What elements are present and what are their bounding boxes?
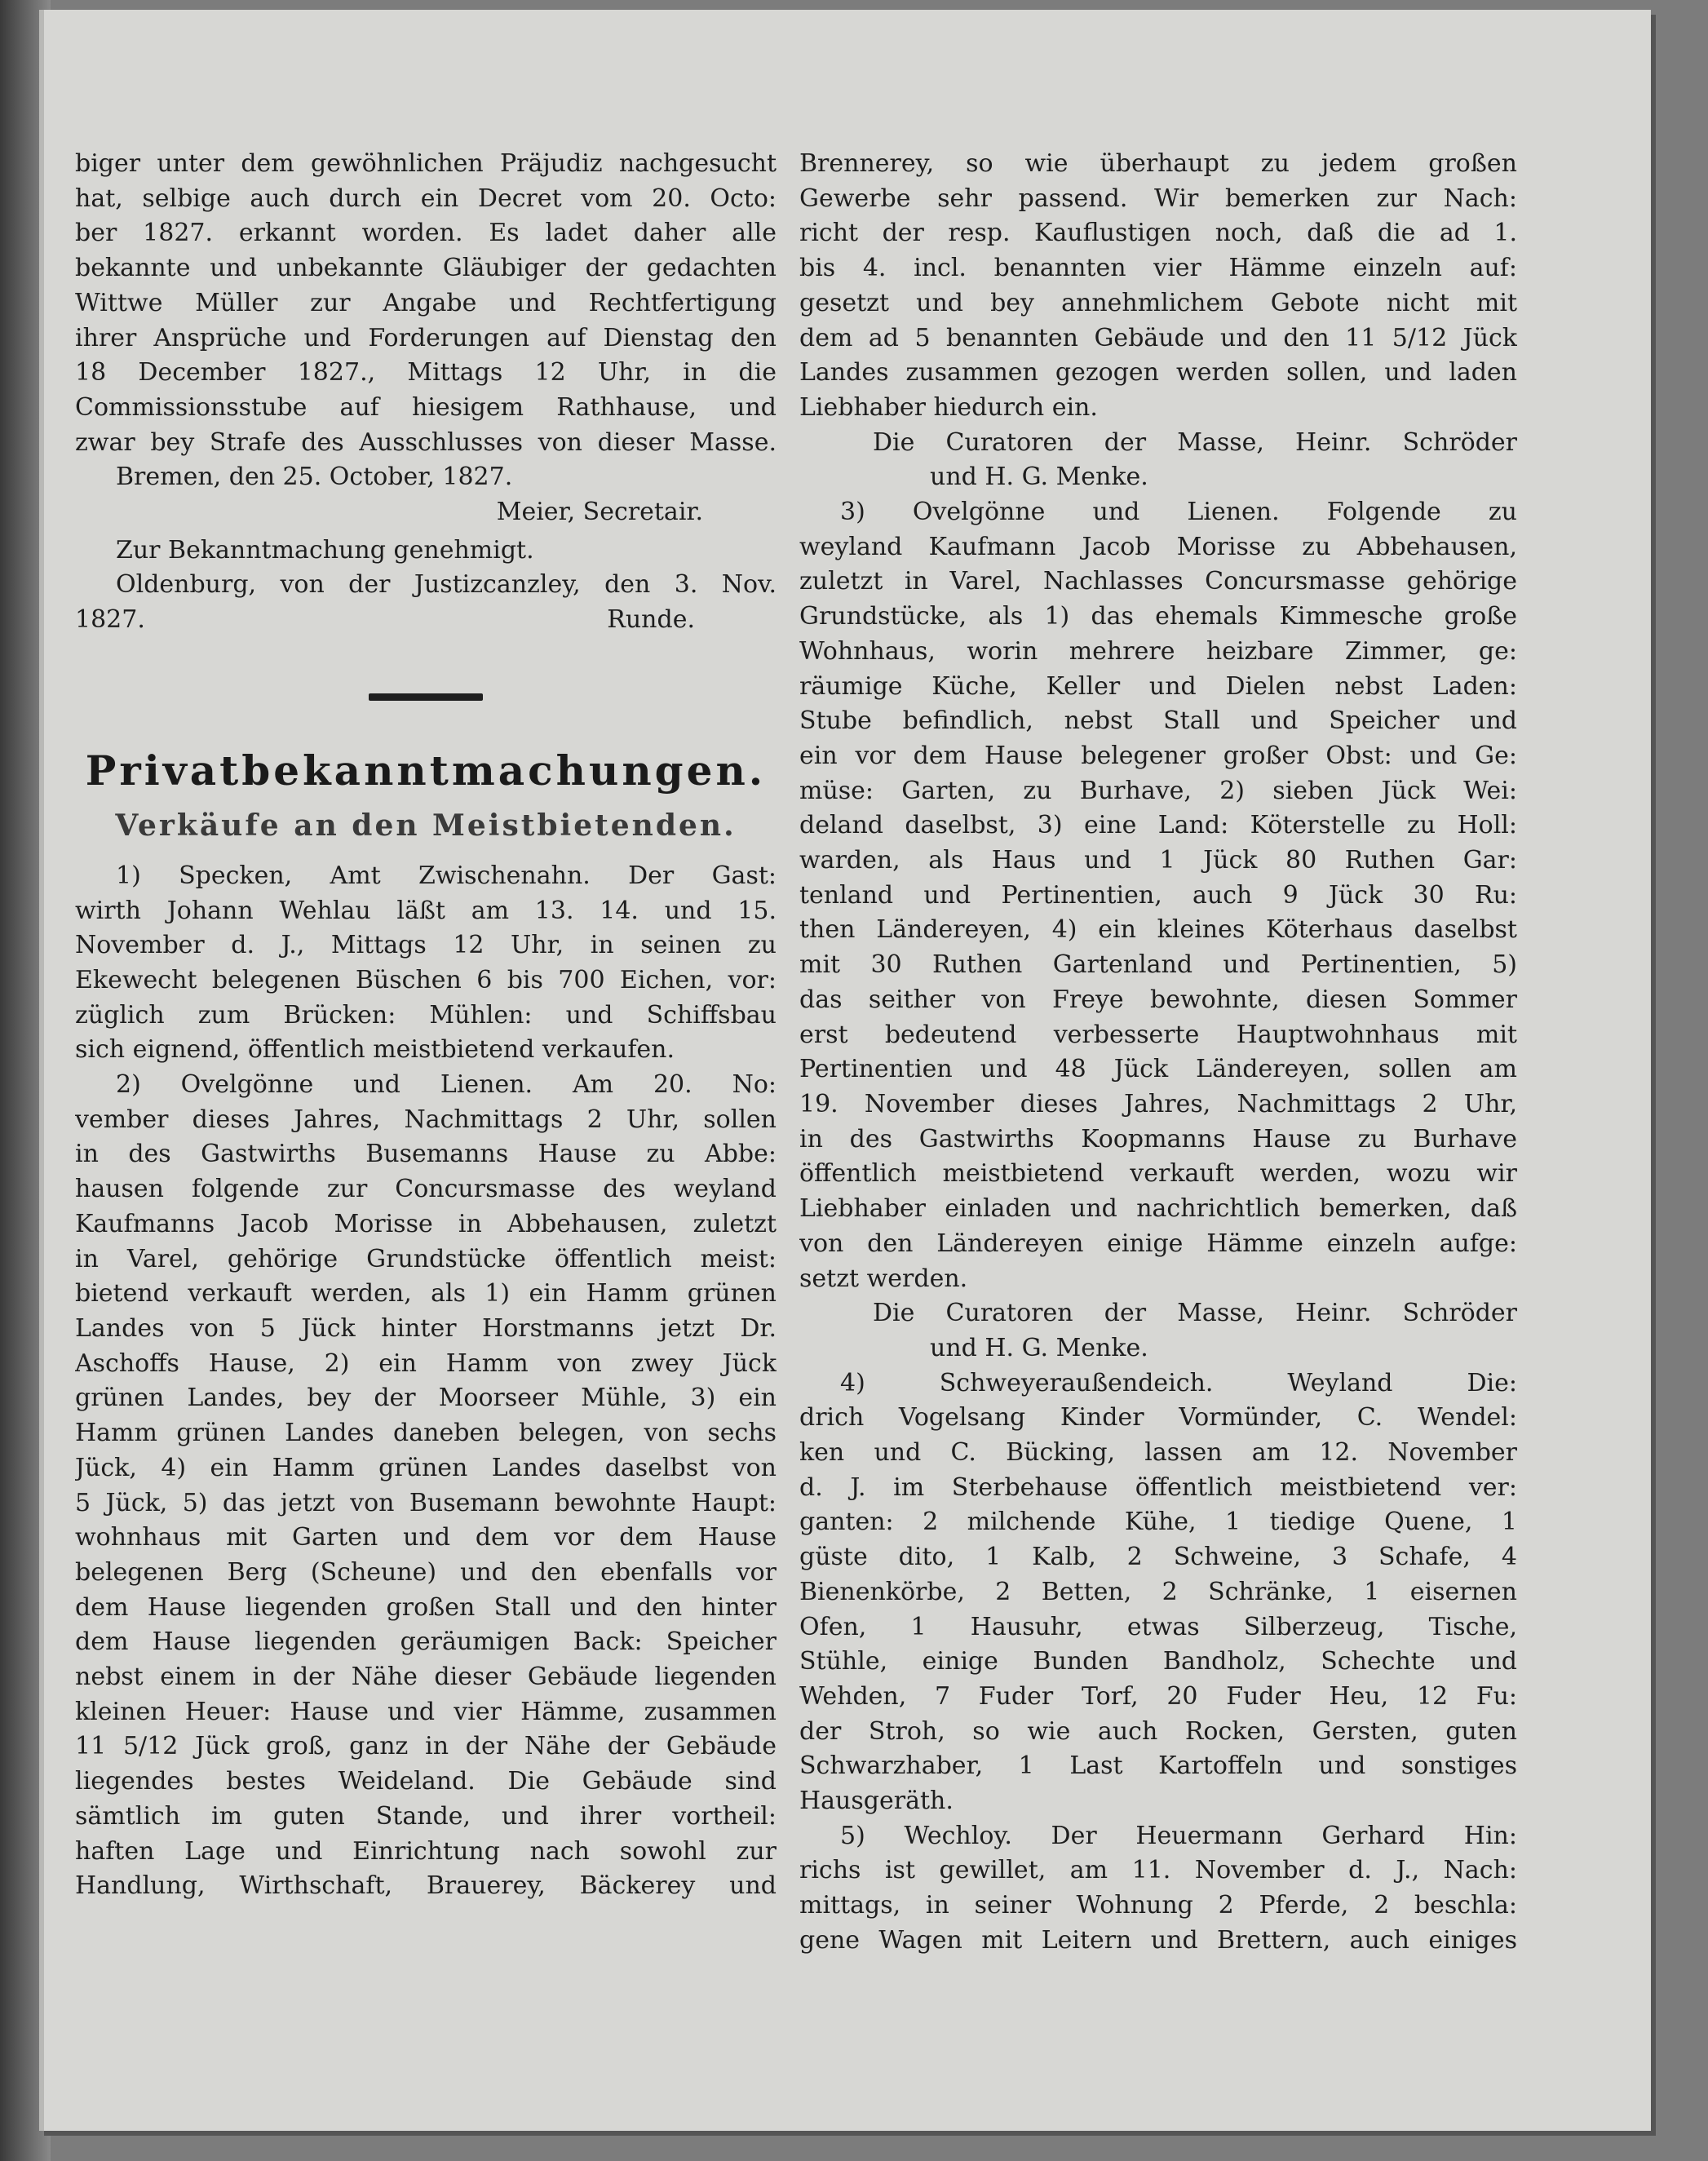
notice-item-2 [75,1068,777,1904]
approval-date-row [75,603,777,638]
text-line: richt der resp. Kauflustigen noch, daß die ad 1. [799,219,1517,248]
text-line: Wohnhaus, worin mehrere heizbare Zimmer, ge: [799,636,1517,666]
text-line: in des Gastwirths Busemanns Hause zu Abbe: [75,1140,777,1169]
text-line: Landes von 5 Jück hinter Horstmanns jetzt Dr. [75,1313,777,1343]
text-line: ber 1827. erkannt worden. Es ladet daher alle [75,219,777,248]
text-line: sich eignend, öffentlich meistbietend verkaufen. [75,1035,675,1065]
text-line: ken und C. Bücking, lassen am 12. November [799,1438,1517,1468]
left-column [75,147,777,1904]
text-line: liegendes bestes Weideland. Die Gebäude sind [75,1767,777,1796]
text-line: bis 4. incl. benannten vier Hämme einzeln auf: [799,254,1517,283]
text-line: 1) Specken, Amt Zwischenahn. Der Gast: [116,861,777,890]
text-line: ein vor dem Hause belegener großer Obst: und Ge: [799,741,1517,770]
text-line: 5 Jück, 5) das jetzt von Busemann bewohnte Haupt: [75,1488,777,1517]
text-line: dem Hause liegenden großen Stall und den hinter [75,1592,777,1622]
text-line: Stube befindlich, nebst Stall und Speicher und [799,706,1517,736]
text-line: Gewerbe sehr passend. Wir bemerken zur Nach: [799,184,1517,213]
text-line: bietend verkauft werden, als 1) ein Hamm grünen [75,1279,777,1309]
text-line: in Varel, gehörige Grundstücke öffentlich meist: [75,1244,777,1273]
text-line: gene Wagen mit Leitern und Brettern, auch einiges [799,1925,1517,1955]
text-line: November d. J., Mittags 12 Uhr, in seinen zu [75,931,777,960]
text-line: mittags, in seiner Wohnung 2 Pferde, 2 beschla: [799,1891,1517,1920]
text-line: 2) Ovelgönne und Lienen. Am 20. No: [116,1070,777,1100]
text-line: wohnhaus mit Garten und dem vor dem Hause [75,1523,777,1552]
text-line: Landes zusammen gezogen werden sollen, und laden [799,358,1517,387]
dateline: Bremen, den 25. October, 1827. [116,463,513,492]
text-line: 11 5/12 Jück groß, ganz in der Nähe der Gebäude [75,1732,777,1761]
text-line: vember dieses Jahres, Nachmittags 2 Uhr, sollen [75,1105,777,1134]
text-line: Schwarzhaber, 1 Last Kartoffeln und sonstiges [799,1751,1517,1781]
approval-place: Oldenburg, von der Justizcanzley, den 3. Nov. [116,570,777,600]
text-line: dem Hause liegenden geräumigen Back: Speicher [75,1627,777,1657]
notice-continuation [75,147,777,460]
text-line: ihrer Ansprüche und Forderungen auf Dienstag den [75,323,777,352]
text-line: wirth Johann Wehlau läßt am 13. 14. und 15. [75,896,777,925]
notice-item-4 [799,1366,1517,1819]
text-line: ganten: 2 milchende Kühe, 1 tiedige Quene, 1 [799,1508,1517,1537]
text-line: kleinen Heuer: Hause und vier Hämme, zusammen [75,1697,777,1726]
text-line: belegenen Berg (Scheune) und den ebenfalls vor [75,1557,777,1587]
text-line: setzt werden. [799,1264,968,1293]
text-line: erst bedeutend verbesserte Hauptwohnhaus mit [799,1020,1517,1049]
text-line: Kaufmanns Jacob Morisse in Abbehausen, zuletzt [75,1209,777,1238]
text-line: 3) Ovelgönne und Lienen. Folgende zu [840,498,1517,527]
text-line: 18 December 1827., Mittags 12 Uhr, in die [75,358,777,387]
text-line: Wittwe Müller zur Angabe und Rechtfertigung [75,288,777,317]
text-line: züglich zum Brücken: Mühlen: und Schiffsbau [75,1000,777,1030]
text-line: in des Gastwirths Koopmanns Hause zu Burhave [799,1124,1517,1154]
text-line: Pertinentien und 48 Jück Ländereyen, sollen am [799,1055,1517,1084]
text-line: hat, selbige auch durch ein Decret vom 20. Octo: [75,184,777,213]
text-line: Brennerey, so wie überhaupt zu jedem großen [799,149,1517,178]
text-line: richs ist gewillet, am 11. November d. J., Nach: [799,1856,1517,1885]
text-line: güste dito, 1 Kalb, 2 Schweine, 3 Schafe, 4 [799,1543,1517,1572]
approval-year: 1827. [75,605,145,635]
text-line: räumige Küche, Keller und Dielen nebst Laden: [799,671,1517,701]
text-line: Liebhaber einladen und nachrichtlich bemerken, daß [799,1194,1517,1224]
text-line: sämtlich im guten Stande, und ihrer vortheil: [75,1801,777,1831]
text-line: Grundstücke, als 1) das ehemals Kimmesche große [799,602,1517,631]
text-line: drich Vogelsang Kinder Vormünder, C. Wendel: [799,1403,1517,1433]
text-line: bekannte und unbekannte Gläubiger der gedachten [75,254,777,283]
right-column [799,147,1517,1959]
text-line: deland daselbst, 3) eine Land: Köterstelle zu Holl: [799,811,1517,840]
text-line: warden, als Haus und 1 Jück 80 Ruthen Gar: [799,846,1517,875]
signature: Die Curatoren der Masse, Heinr. Schröder [873,427,1517,457]
text-line: Bienenkörbe, 2 Betten, 2 Schränke, 1 eisernen [799,1577,1517,1606]
text-line: mit 30 Ruthen Gartenland und Pertinentien, 5) [799,950,1517,980]
section-title: Privatbekanntmachungen. [85,746,767,795]
text-line: Hamm grünen Landes daneben belegen, von sechs [75,1419,777,1448]
section-subtitle: Verkäufe an den Meistbietenden. [115,808,737,843]
text-line: Wehden, 7 Fuder Torf, 20 Fuder Heu, 12 Fu: [799,1681,1517,1711]
signature: und H. G. Menke. [930,1333,1148,1362]
text-line: müse: Garten, zu Burhave, 2) sieben Jück Wei: [799,776,1517,805]
text-line: 4) Schweyeraußendeich. Weyland Die: [840,1368,1517,1397]
text-line: 5) Wechloy. Der Heuermann Gerhard Hin: [840,1821,1517,1850]
approval-signer: Runde. [607,605,695,635]
text-line: Commissionsstube auf hiesigem Rathhause, und [75,392,777,422]
text-line: hausen folgende zur Concursmasse des weyland [75,1175,777,1204]
text-line: öffentlich meistbietend verkauft werden, wozu wir [799,1159,1517,1189]
text-line: gesetzt und bey annehmlichem Gebote nicht mit [799,288,1517,317]
text-line: tenland und Pertinentien, auch 9 Jück 30 Ru: [799,880,1517,910]
notice-item-3 [799,495,1517,1296]
document-page [39,10,1651,2131]
text-line: weyland Kaufmann Jacob Morisse zu Abbehausen, [799,532,1517,561]
section-divider [369,693,483,701]
signature: Die Curatoren der Masse, Heinr. Schröder [873,1299,1517,1328]
text-line: grünen Landes, bey der Moorseer Mühle, 3) ein [75,1384,777,1413]
text-line: zuletzt in Varel, Nachlasses Concursmasse gehörige [799,567,1517,596]
notice-item-5 [799,1819,1517,1959]
text-line: Liebhaber hiedurch ein. [799,392,1098,422]
signature: Meier, Secretair. [496,498,703,527]
text-line: dem ad 5 benannten Gebäude und den 11 5/12 Jück [799,323,1517,352]
text-line: das seither von Freye bewohnte, diesen Sommer [799,985,1517,1014]
text-line: Ofen, 1 Hausuhr, etwas Silberzeug, Tische, [799,1612,1517,1641]
approval-line: Zur Bekanntmachung genehmigt. [116,535,534,565]
signature: und H. G. Menke. [930,463,1148,492]
text-line: 19. November dieses Jahres, Nachmittags 2 Uhr, [799,1089,1517,1118]
notice-item-1 [75,859,777,1068]
text-line: der Stroh, so wie auch Rocken, Gersten, guten [799,1716,1517,1746]
text-line: zwar bey Strafe des Ausschlusses von dieser Masse. [75,427,777,457]
notice-item-2-continuation [799,147,1517,426]
text-line: biger unter dem gewöhnlichen Präjudiz nachgesucht [75,149,777,178]
text-line: Jück, 4) ein Hamm grünen Landes daselbst von [75,1453,777,1482]
text-line: Ekewecht belegenen Büschen 6 bis 700 Eichen, vor: [75,965,777,994]
text-line: d. J. im Sterbehause öffentlich meistbietend ver: [799,1472,1517,1502]
text-line: nebst einem in der Nähe dieser Gebäude liegenden [75,1663,777,1692]
text-line: Stühle, einige Bunden Bandholz, Schechte und [799,1647,1517,1676]
text-line: haften Lage und Einrichtung nach sowohl zur [75,1836,777,1866]
text-line: Hausgeräth. [799,1787,954,1816]
text-line: then Ländereyen, 4) ein kleines Köterhaus daselbst [799,915,1517,945]
text-line: Aschoffs Hause, 2) ein Hamm von zwey Jück [75,1348,777,1378]
text-line: Handlung, Wirthschaft, Brauerey, Bäckerey und [75,1871,777,1901]
text-line: von den Ländereyen einige Hämme einzeln aufge: [799,1229,1517,1258]
